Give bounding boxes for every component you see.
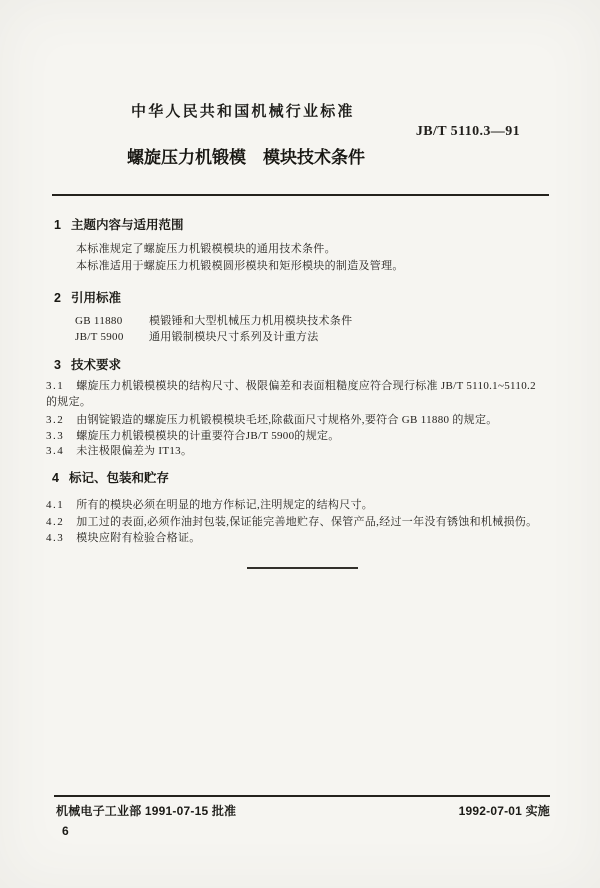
approval-note: 机械电子工业部 1991-07-15 批准 <box>56 804 237 818</box>
implementation-note: 1992-07-01 实施 <box>458 804 550 818</box>
clause-text: 未注极限偏差为 IT13。 <box>76 445 193 457</box>
clause <box>46 531 552 547</box>
section-title: 标记、包装和贮存 <box>68 471 169 485</box>
standard-org-line: 中华人民共和国机械行业标准 <box>131 103 355 120</box>
section-heading-scope <box>54 215 183 233</box>
end-of-text-rule <box>247 567 358 569</box>
clause <box>46 429 552 445</box>
clause <box>46 444 552 460</box>
section-number: 3 <box>54 358 61 372</box>
clause-number: 3.1 <box>46 380 65 392</box>
reference-code: GB 11880 <box>75 315 123 327</box>
clause-number: 3.3 <box>46 430 65 442</box>
reference-row <box>75 328 319 344</box>
section-heading-references <box>54 288 121 306</box>
section-number: 2 <box>54 291 61 305</box>
clause-text: 螺旋压力机锻模模块的计重要符合JB/T 5900的规定。 <box>76 430 340 442</box>
section-number: 4 <box>52 471 59 485</box>
section-heading-technical-requirements <box>54 355 121 373</box>
clause-number: 4.2 <box>46 516 65 528</box>
clause <box>46 498 552 514</box>
footer-rule <box>54 795 550 797</box>
section-title: 引用标准 <box>70 291 121 305</box>
clause <box>46 515 552 531</box>
section-title: 技术要求 <box>70 358 121 372</box>
clause-number: 3.4 <box>46 445 65 457</box>
section-number: 1 <box>54 218 61 232</box>
clause-text: 由钢锭锻造的螺旋压力机锻模模块毛坯,除截面尺寸规格外,要符合 GB 11880 的规定。 <box>76 414 498 426</box>
clause-text: 所有的模块必须在明显的地方作标记,注明规定的结构尺寸。 <box>76 499 374 511</box>
clause-text: 加工过的表面,必须作油封包装,保证能完善地贮存、保管产品,经过一年没有锈蚀和机械损伤。 <box>76 516 538 528</box>
header-rule <box>52 194 549 196</box>
section-heading-marking-packing-storage <box>52 468 169 486</box>
clause-number: 4.3 <box>46 532 65 544</box>
reference-code: JB/T 5900 <box>75 331 124 343</box>
clause <box>46 413 552 429</box>
clause-number: 3.2 <box>46 414 65 426</box>
clause-number: 4.1 <box>46 499 65 511</box>
section-title: 主题内容与适用范围 <box>70 218 184 232</box>
scope-paragraph: 本标准适用于螺旋压力机锻模圆形模块和矩形模块的制造及管理。 <box>76 260 404 272</box>
page-number: 6 <box>62 824 69 838</box>
scope-paragraph: 本标准规定了螺旋压力机锻模模块的通用技术条件。 <box>76 243 336 255</box>
reference-title: 通用锻制模块尺寸系列及计重方法 <box>149 331 319 343</box>
reference-row <box>75 312 352 328</box>
document-title: 螺旋压力机锻模 模块技术条件 <box>127 148 365 167</box>
standard-number: JB/T 5110.3—91 <box>415 124 520 139</box>
reference-title: 模锻锤和大型机械压力机用模块技术条件 <box>149 315 353 327</box>
clause-text: 模块应附有检验合格证。 <box>76 532 201 544</box>
clause <box>46 379 550 410</box>
clause-text: 螺旋压力机锻模模块的结构尺寸、极限偏差和表面粗糙度应符合现行标准 JB/T 5110.1~5110.2 的规定。 <box>46 380 536 408</box>
